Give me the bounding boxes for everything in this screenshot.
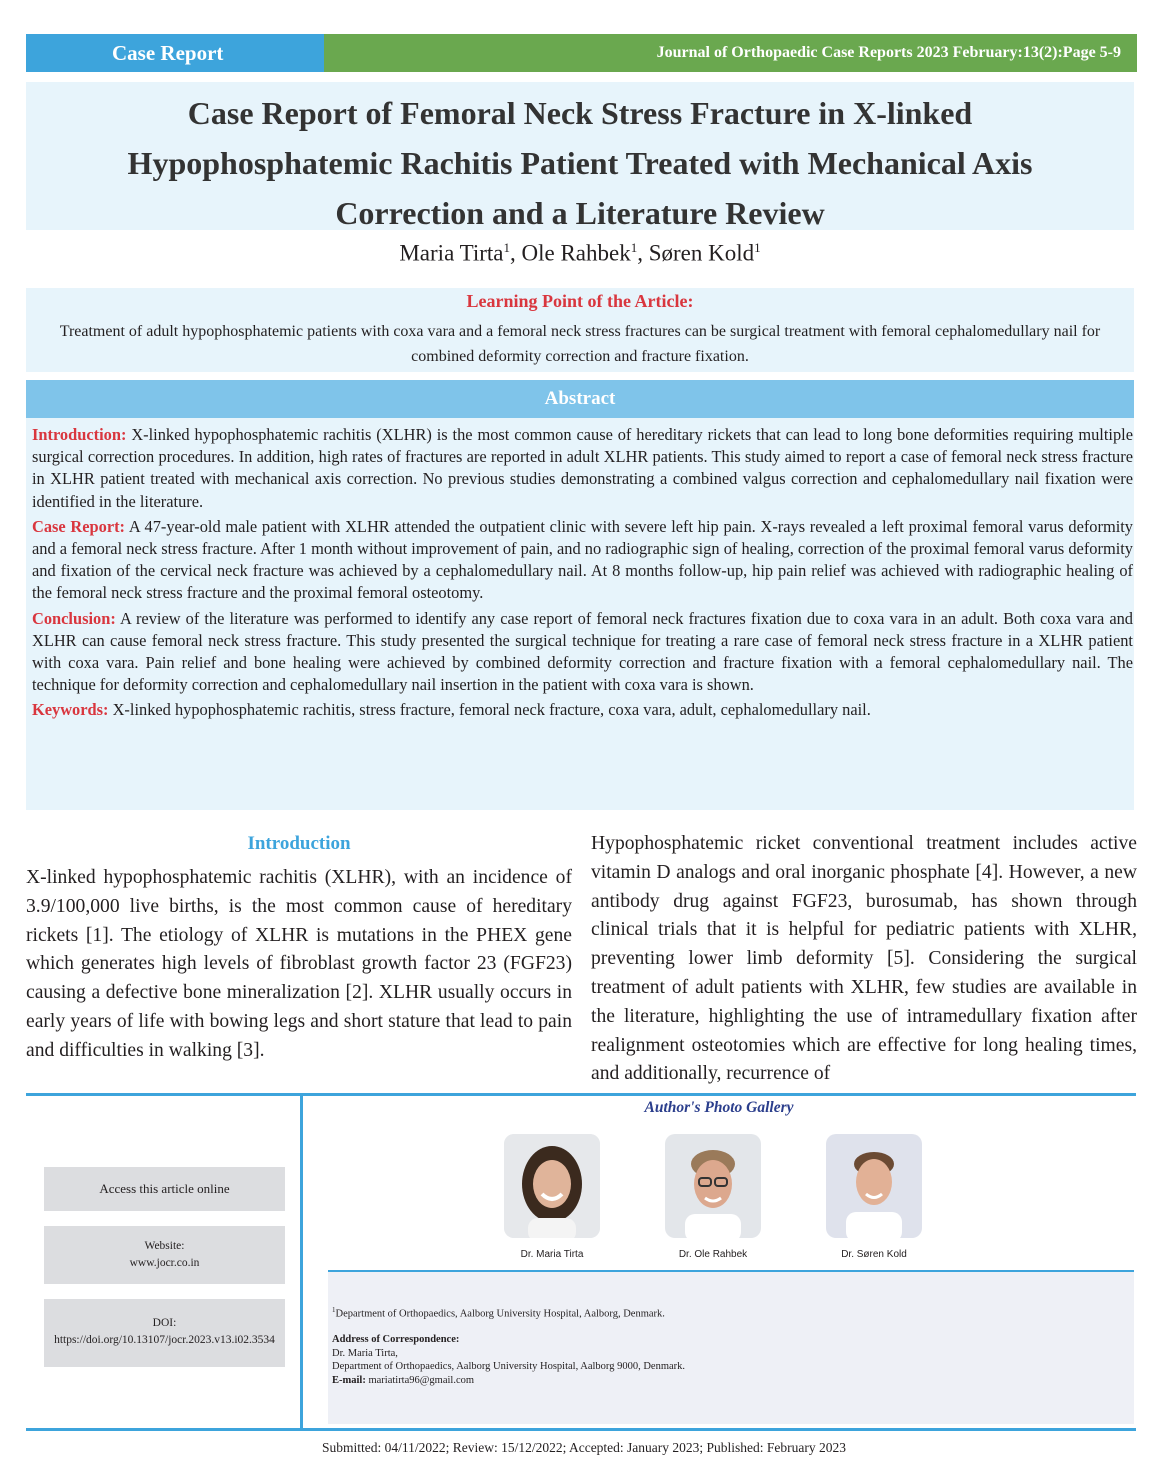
doi-box	[44, 1299, 285, 1367]
title-line: Case Report of Femoral Neck Stress Fracture in X-linked	[187, 95, 973, 131]
author-name: Maria Tirta	[399, 240, 504, 266]
introduction-right-column: Hypophosphatemic ricket conventional treatment includes active vitamin D analogs and oral inorganic phosphate [4]. However, a new antibody drug against FGF23, burosumab, has shown through clinical trials that it is helpful for pediatric patients with XLHR, preventing lower limb deformity [5]. Considering the surgical treatment of adult patients with XLHR, few studies are available in the literature, highlighting the use of intramedullary fixation after realignment osteotomies which are effective for long healing times, and additionally, recurrence of	[591, 833, 1137, 1085]
photo-caption: Dr. Maria Tirta	[520, 1249, 584, 1260]
correspondence-name: Dr. Maria Tirta,	[332, 1347, 398, 1359]
abstract-heading: Abstract	[26, 380, 1134, 418]
abstract-case	[32, 516, 1133, 605]
introduction-heading: Introduction	[247, 833, 351, 854]
divider	[26, 1093, 1136, 1096]
affiliation-sup: 1	[332, 1306, 336, 1314]
correspondence-label	[332, 1333, 1122, 1347]
gallery-heading: Author's Photo Gallery	[644, 1099, 794, 1116]
introduction-left-column: X-linked hypophosphatemic rachitis (XLHR), with an incidence of 3.9/100,000 live births, is the most common cause of hereditary rickets [1]. The etiology of XLHR is mutations in the PHEX gene which generates high levels of fibroblast growth factor 23 (FGF23) causing a defective bone mineralization [2]. XLHR usually occurs in early years of life with bowing legs and short stature that lead to pain and difficulties in walking [3].	[26, 867, 572, 1061]
author-name: Ole Rahbek	[521, 240, 631, 266]
submission-dates: Submitted: 04/11/2022; Review: 15/12/2022; Accepted: January 2023; Published: February 2023	[321, 1440, 847, 1455]
divider	[26, 1428, 1136, 1431]
journal-citation: Journal of Orthopaedic Case Reports 2023 February:13(2):Page 5-9	[324, 34, 1137, 72]
photo-caption: Dr. Søren Kold	[841, 1249, 907, 1260]
doi-label: DOI:	[152, 1317, 177, 1329]
author-list: Maria Tirta$^1$, Ole Rahbek$^1$, Søren Kold$^1$	[399, 240, 761, 266]
abstract-body	[32, 424, 1133, 725]
vertical-divider	[300, 1096, 303, 1430]
website-box	[44, 1226, 285, 1284]
doi-link[interactable]: https://doi.org/10.13107/jocr.2023.v13.i02.3534	[54, 1334, 275, 1346]
learning-point-text: Treatment of adult hypophosphatemic patients with coxa vara and a femoral neck stress fractures can be surgical treatment with femoral cephalomedullary nail for combined deformity correction and fracture fixation.	[59, 323, 1101, 365]
abstract-label: Case Report:	[32, 516, 126, 536]
photo-caption: Dr. Ole Rahbek	[678, 1249, 748, 1260]
abstract-conclusion	[32, 608, 1133, 697]
abstract-label: Conclusion:	[32, 608, 116, 628]
abstract-label: Keywords:	[32, 700, 109, 720]
affiliation-text	[332, 1304, 1122, 1387]
abstract-keywords	[32, 699, 1133, 721]
learning-point-heading: Learning Point of the Article:	[466, 291, 694, 311]
abstract-text: A review of the literature was performed to identify any case report of femoral neck fractures fixation due to coxa vara in an adult. Both coxa vara and XLHR can cause femoral neck stress fracture. This study presented the surgical technique for treating a rare case of femoral neck stress fracture in a XLHR patient with coxa vara. Pain relief and bone healing were achieved by combined deformity correction and fracture fixation with a femoral cephalomedullary nail. The technique for deformity correction and cephalomedullary nail insertion in the patient with coxa vara is shown.	[32, 608, 1133, 695]
portrait-icon	[826, 1134, 922, 1238]
portrait-icon	[504, 1134, 600, 1238]
email-line	[332, 1374, 1122, 1388]
email-link[interactable]: mariatirta96@gmail.com	[368, 1374, 475, 1386]
title-line: Correction and a Literature Review	[335, 195, 825, 231]
website-label: Website:	[144, 1240, 185, 1252]
author-affiliation: 1	[754, 240, 761, 255]
website-link[interactable]: www.jocr.co.in	[129, 1257, 200, 1269]
email-label: E-mail:	[332, 1374, 366, 1386]
author-affiliation: 1	[630, 240, 638, 255]
abstract-text: X-linked hypophosphatemic rachitis, stress fracture, femoral neck fracture, coxa vara, adult, cephalomedullary nail.	[112, 700, 871, 720]
affiliation-dept: Department of Orthopaedics, Aalborg University Hospital, Aalborg, Denmark.	[335, 1308, 665, 1320]
title-line: Hypophosphatemic Rachitis Patient Treated with Mechanical Axis	[127, 145, 1033, 181]
abstract-introduction	[32, 424, 1133, 513]
author-name: Søren Kold	[648, 240, 755, 266]
correspondence-heading: Address of Correspondence:	[332, 1334, 460, 1345]
access-online-label: Access this article online	[44, 1167, 285, 1211]
author-photo	[826, 1134, 922, 1238]
abstract-text: X-linked hypophosphatemic rachitis (XLHR) is the most common cause of hereditary rickets that can lead to long bone deformities requiring multiple surgical correction procedures. In addition, high rates of fractures are reported in adult XLHR patients. This study aimed to report a case of femoral neck stress fracture in XLHR patient treated with mechanical axis correction. No previous studies demonstrating a combined valgus correction and cephalomedullary nail fixation were identified in the literature.	[32, 425, 1133, 511]
section-label: Case Report	[26, 34, 324, 72]
author-photo	[665, 1134, 761, 1238]
portrait-icon	[665, 1134, 761, 1238]
abstract-text: A 47-year-old male patient with XLHR attended the outpatient clinic with severe left hip pain. X-rays revealed a left proximal femoral varus deformity and a femoral neck stress fracture. After 1 month without improvement of pain, and no radiographic sign of healing, correction of the proximal femoral varus deformity and fixation of the cervical neck fracture was achieved by a cephalomedullary nail. At 8 months follow-up, hip pain relief was achieved with radiographic healing of the femoral neck stress fracture and the proximal femoral osteotomy.	[32, 516, 1134, 603]
correspondence-address: Department of Orthopaedics, Aalborg University Hospital, Aalborg 9000, Denmark.	[332, 1361, 686, 1372]
affiliation-line	[332, 1304, 1122, 1321]
article-title	[26, 88, 1134, 238]
author-affiliation: 1	[503, 240, 510, 255]
author-photo	[504, 1134, 600, 1238]
abstract-label: Introduction:	[32, 425, 127, 444]
